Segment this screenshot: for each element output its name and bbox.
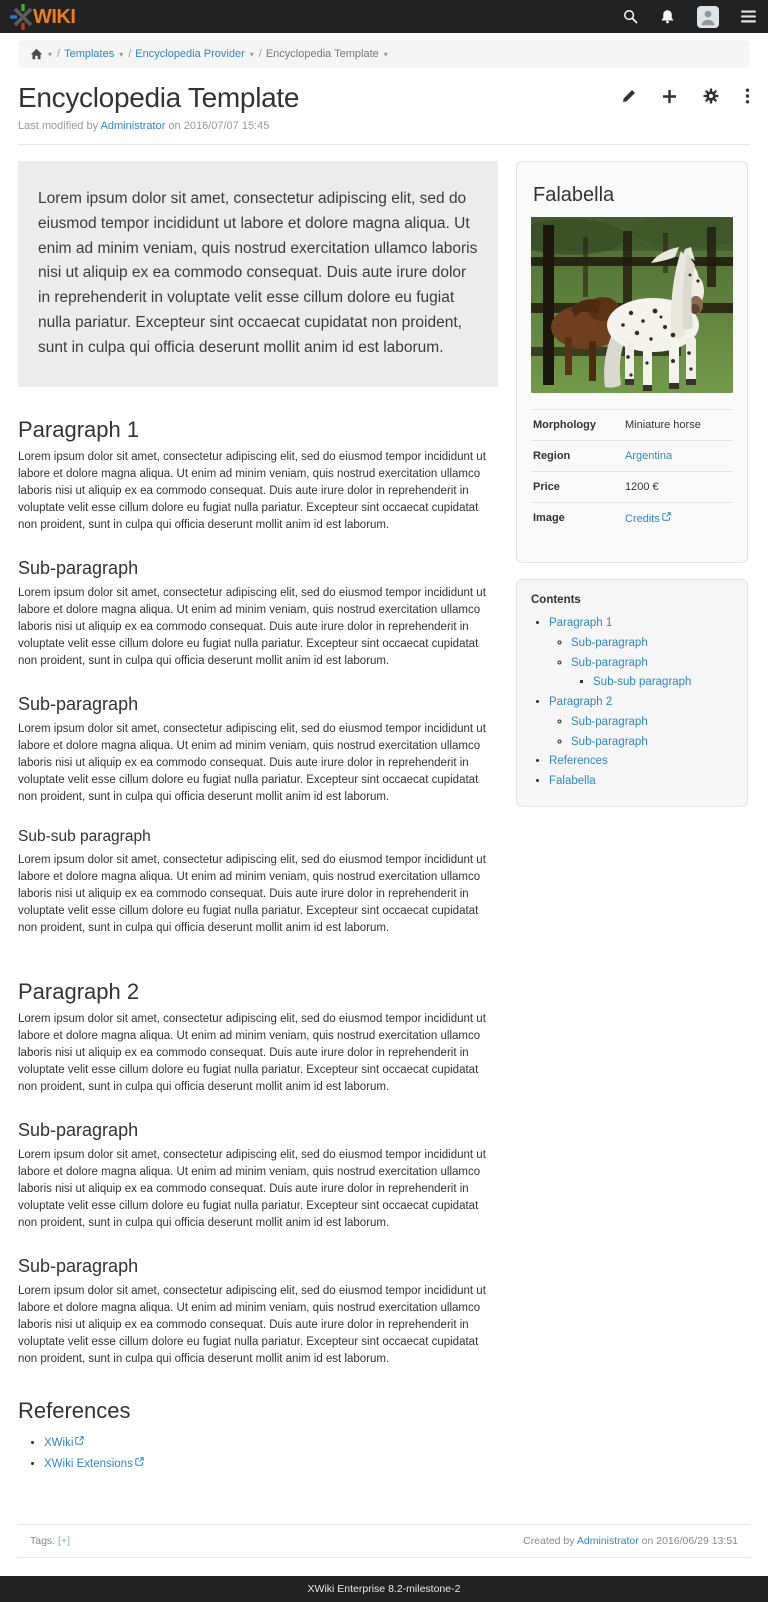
created-by-line (523, 1535, 738, 1547)
external-link-icon (662, 512, 671, 524)
body-paragraph: Lorem ipsum dolor sit amet, consectetur adipiscing elit, sed do eiusmod tempor incididunt ut labore et dolore magna aliqua. Ut enim ad minim veniam, quis nostrud exercitation ullamco laboris nisi ut aliquip ex ea commodo consequat. Duis aute irure dolor in reprehenderit in voluptate velit esse cillum dolore eu fugiat nulla pariatur. Excepteur sint occaecat cupidatat non proident, sunt in culpa qui officia deserunt mollit anim id est laborum. (18, 1012, 486, 1093)
notifications-bell-icon[interactable] (660, 9, 675, 24)
toc-link-paragraph-2[interactable]: Paragraph 2 (549, 696, 613, 709)
list-item (593, 673, 735, 693)
breadcrumb-link-templates[interactable]: Templates (64, 48, 115, 60)
infobox-row-value: 1200 € (625, 481, 659, 493)
breadcrumb-separator: / (258, 48, 262, 60)
list-item (44, 1432, 498, 1453)
toc-link-sub-paragraph-2b[interactable]: Sub-paragraph (571, 735, 648, 748)
list-item (549, 614, 735, 693)
body-paragraph: Lorem ipsum dolor sit amet, consectetur adipiscing elit, sed do eiusmod tempor incididunt ut labore et dolore magna aliqua. Ut enim ad minim veniam, quis nostrud exercitation ullamco laboris nisi ut aliquip ex ea commodo consequat. Duis aute irure dolor in reprehenderit in voluptate velit esse cillum dolore eu fugiat nulla pariatur. Excepteur sint occaecat cupidatat non proident, sunt in culpa qui officia deserunt mollit anim id est laborum. (18, 722, 486, 803)
create-plus-icon[interactable] (662, 89, 677, 104)
modified-user-link[interactable]: Administrator (100, 120, 166, 132)
body-paragraph: Lorem ipsum dolor sit amet, consectetur adipiscing elit, sed do eiusmod tempor incididunt ut labore et dolore magna aliqua. Ut enim ad minim veniam, quis nostrud exercitation ullamco laboris nisi ut aliquip ex ea commodo consequat. Duis aute irure dolor in reprehenderit in voluptate velit esse cillum dolore eu fugiat nulla pariatur. Excepteur sint occaecat cupidatat non proident, sunt in culpa qui officia deserunt mollit anim id est laborum. (18, 1285, 486, 1366)
references-list (44, 1432, 498, 1474)
falabella-infobox (516, 161, 748, 563)
falabella-photo (531, 217, 733, 393)
contents-heading: Contents (531, 594, 581, 606)
heading-sub-paragraph-2b: Sub-paragraph (18, 1256, 139, 1277)
home-icon[interactable] (30, 48, 43, 60)
created-prefix: Created by (523, 1535, 575, 1548)
main-content-area (18, 161, 750, 1498)
created-user-link[interactable]: Administrator (576, 1535, 639, 1548)
modified-prefix: Last modified by (18, 120, 99, 132)
contents-panel (516, 579, 748, 807)
toc-link-references[interactable]: References (549, 755, 608, 768)
heading-references: References (18, 1398, 131, 1424)
list-item (44, 1453, 498, 1474)
list-item (549, 752, 735, 772)
add-tag-button[interactable]: [+] (58, 1535, 70, 1548)
region-argentina-link[interactable]: Argentina (625, 450, 673, 462)
infobox-row-label: Image (533, 512, 565, 524)
list-item (571, 634, 735, 654)
page-header (18, 82, 750, 145)
document-footer (18, 1524, 750, 1558)
tags-label: Tags: (30, 1535, 56, 1548)
infobox-row-value: Miniature horse (625, 419, 701, 431)
heading-sub-sub-paragraph: Sub-sub paragraph (18, 827, 151, 845)
toc-link-sub-paragraph-2a[interactable]: Sub-paragraph (571, 715, 648, 728)
heading-paragraph-1: Paragraph 1 (18, 416, 140, 442)
last-modified-line (18, 120, 750, 132)
tags-section (30, 1535, 70, 1547)
body-paragraph: Lorem ipsum dolor sit amet, consectetur adipiscing elit, sed do eiusmod tempor incididunt ut labore et dolore magna aliqua. Ut enim ad minim veniam, quis nostrud exercitation ullamco laboris nisi ut aliquip ex ea commodo consequat. Duis aute irure dolor in reprehenderit in voluptate velit esse cillum dolore eu fugiat nulla pariatur. Excepteur sint occaecat cupidatat non proident, sunt in culpa qui officia deserunt mollit anim id est laborum. (18, 1148, 486, 1230)
toc-link-sub-paragraph-1a[interactable]: Sub-paragraph (571, 636, 648, 649)
xwiki-logo[interactable] (10, 4, 75, 30)
templates-dropdown-caret[interactable]: ▾ (119, 49, 124, 59)
toc-link-sub-paragraph-1b[interactable]: Sub-paragraph (571, 656, 648, 669)
breadcrumb (18, 40, 750, 68)
list-item (549, 772, 735, 792)
toc-link-sub-sub-paragraph[interactable]: Sub-sub paragraph (593, 676, 692, 689)
body-paragraph: Lorem ipsum dolor sit amet, consectetur adipiscing elit, sed do eiusmod tempor incididunt ut labore et dolore magna aliqua. Ut enim ad minim veniam, quis nostrud exercitation ullamco laboris nisi ut aliquip ex ea commodo consequat. Duis aute irure dolor in reprehenderit in voluptate velit esse cillum dolore eu fugiat nulla pariatur. Excepteur sint occaecat cupidatat non proident, sunt in culpa qui officia deserunt mollit anim id est laborum. (18, 586, 486, 667)
infobox-row-label: Morphology (533, 419, 596, 431)
table-row (531, 502, 733, 534)
toc-link-falabella[interactable]: Falabella (549, 775, 596, 788)
lead-paragraph-box: Lorem ipsum dolor sit amet, consectetur adipiscing elit, sed do eiusmod tempor incididunt ut labore et dolore magna aliqua. Ut enim ad minim veniam, quis nostrud exercitation ullamco laboris nisi ut aliquip ex ea commodo consequat. Duis aute irure dolor in reprehenderit in voluptate velit esse cillum dolore eu fugiat nulla pariatur. Excepteur sint occaecat cupidatat non proident, sunt in culpa qui officia deserunt mollit anim id est laborum. (18, 161, 498, 387)
top-navbar (0, 0, 768, 33)
more-actions-kebab-icon[interactable] (745, 88, 750, 104)
created-suffix: on 2016/06/29 13:51 (641, 1535, 738, 1548)
hamburger-menu-icon[interactable] (741, 10, 756, 23)
edit-pencil-icon[interactable] (621, 89, 636, 104)
article-column (18, 161, 498, 1498)
heading-sub-paragraph-1a: Sub-paragraph (18, 557, 139, 578)
breadcrumb-separator: / (57, 48, 61, 60)
image-credits-link[interactable]: Credits (625, 513, 660, 525)
settings-gear-icon[interactable] (703, 88, 719, 104)
navbar-actions (623, 6, 756, 28)
home-dropdown-caret[interactable]: ▾ (48, 49, 53, 59)
breadcrumb-current-page: Encyclopedia Template (265, 48, 379, 60)
reference-link-xwiki-extensions[interactable]: XWiki Extensions (44, 1458, 133, 1471)
current-dropdown-caret[interactable]: ▾ (383, 49, 388, 59)
external-link-icon (135, 1453, 144, 1473)
version-footer-bar (0, 1576, 768, 1602)
list-item (549, 693, 735, 752)
toc-list (549, 614, 735, 792)
external-link-icon (75, 1432, 84, 1452)
breadcrumb-link-encyclopedia-provider[interactable]: Encyclopedia Provider (135, 48, 245, 60)
list-item (571, 654, 735, 694)
page-actions (621, 88, 750, 104)
modified-suffix: on 2016/07/07 15:45 (168, 120, 270, 132)
heading-sub-paragraph-2a: Sub-paragraph (18, 1119, 139, 1140)
breadcrumb-separator: / (128, 48, 132, 60)
list-item (571, 733, 735, 753)
logo-wordmark: WIKI (33, 5, 76, 28)
reference-link-xwiki[interactable]: XWiki (44, 1437, 74, 1450)
infobox-table (531, 409, 733, 534)
version-text: XWiki Enterprise 8.2-milestone-2 (307, 1583, 461, 1596)
list-item (571, 713, 735, 733)
body-paragraph: Lorem ipsum dolor sit amet, consectetur adipiscing elit, sed do eiusmod tempor incididunt ut labore et dolore magna aliqua. Ut enim ad minim veniam, quis nostrud exercitation ullamco laboris nisi ut aliquip ex ea commodo consequat. Duis aute irure dolor in reprehenderit in voluptate velit esse cillum dolore eu fugiat nulla pariatur. Excepteur sint occaecat cupidatat non proident, sunt in culpa qui officia deserunt mollit anim id est laborum. (18, 853, 486, 934)
sidebar-column (516, 161, 748, 807)
page-title: Encyclopedia Template (18, 82, 300, 113)
search-icon[interactable] (623, 9, 638, 24)
table-row (531, 471, 733, 502)
heading-paragraph-2: Paragraph 2 (18, 978, 140, 1004)
provider-dropdown-caret[interactable]: ▾ (249, 49, 254, 59)
user-avatar[interactable] (697, 6, 719, 28)
toc-link-paragraph-1[interactable]: Paragraph 1 (549, 617, 613, 629)
table-row (531, 409, 733, 440)
infobox-row-label: Price (533, 481, 560, 493)
infobox-title: Falabella (533, 184, 615, 206)
table-row (531, 440, 733, 471)
infobox-row-label: Region (533, 450, 571, 462)
heading-sub-paragraph-1b: Sub-paragraph (18, 693, 139, 714)
body-paragraph: Lorem ipsum dolor sit amet, consectetur adipiscing elit, sed do eiusmod tempor incididunt ut labore et dolore magna aliqua. Ut enim ad minim veniam, quis nostrud exercitation ullamco laboris nisi ut aliquip ex ea commodo consequat. Duis aute irure dolor in reprehenderit in voluptate velit esse cillum dolore eu fugiat nulla pariatur. Excepteur sint occaecat cupidatat non proident, sunt in culpa qui officia deserunt mollit anim id est laborum. (18, 450, 486, 531)
